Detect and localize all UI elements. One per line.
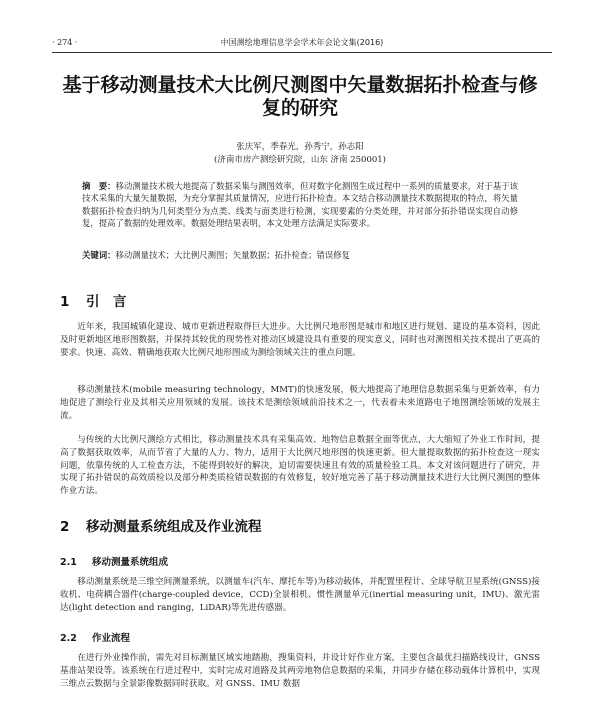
keywords-text: 移动测量技术；大比例尺测图；矢量数据；拓扑检查；错误修复 [115, 250, 350, 260]
abstract [82, 180, 518, 229]
running-header [52, 36, 552, 50]
paragraph: 与传统的大比例尺测绘方式相比，移动测量技术具有采集高效、地物信息数据全面等优点，大大缩短了外业工作时间，提高了数据获取效率，从而节省了大量的人力、物力，适用于大比例尺地形图的快速更新。但大量提取数据的拓扑检查这一现实问题，依靠传统的人工检查方法，不能得到较好的解决，迫切需要快速且有效的质量检验工具。本文对该问题进行了研究，并实现了拓扑错误的高效质检以及部分种类质检错误数据的有效修复，较好地完善了基于移动测量技术进行大比例尺测图的整体作业方法。 [60, 435, 540, 497]
affiliation: (济南市房产测绘研究院，山东 济南 250001) [214, 155, 386, 165]
header-rule [52, 52, 552, 53]
subsection-number: 2.2 [60, 633, 77, 644]
section-title: 移动测量系统组成及作业流程 [86, 519, 262, 535]
subsection-title: 作业流程 [92, 633, 131, 644]
paragraph: 在进行外业操作前，需先对目标测量区域实地踏勘，搜集资料，并设计好作业方案，主要包含最优扫描路线设计，GNSS基准站架设等。该系统在行进过程中，实时完成对道路及其两旁地物信息数据的采集，并同步存储在移动载体计算机中，实现三维点云数据与全景影像数据同时获取。对 GNSS、IMU 数据 [60, 653, 540, 689]
paragraph: 移动测量系统是三维空间测量系统，以测量车(汽车、摩托车等)为移动载体，并配置里程计、全球导航卫星系统(GNSS)接收机、电荷耦合器件(charge-coupled device，CCD)全景相机、惯性测量单元(inertial measuring unit，IMU)、激光雷达(light detection and ranging，LiDAR)等先进传感器。 [60, 577, 540, 613]
page-number: · 274 · [52, 38, 78, 47]
subsection-title: 移动测量系统组成 [92, 557, 169, 568]
section-number: 1 [60, 294, 70, 310]
abstract-label: 摘 要： [82, 181, 116, 191]
subsection-heading [60, 632, 540, 646]
abstract-text: 移动测量技术极大地提高了数据采集与测图效率，但对数字化测图生成过程中一系列的质量要求，对于基于该技术采集的大量矢量数据，为充分掌握其质量情况，应进行拓扑检查。本文结合移动测量技术数据提取的特点，将矢量数据拓扑检查归纳为几何类型分为点类、线类与面类进行检测，实现要素的分类处理，并对部分拓扑错误实现自动修复，提高了数据的处理效率。数据处理结果表明，本文处理方法满足实际要求。 [82, 181, 519, 228]
keywords-label: 关键词： [82, 250, 116, 260]
section-heading [60, 518, 540, 536]
keywords [82, 249, 518, 261]
journal-title: 中国测绘地理信息学会学术年会论文集(2016) [220, 38, 384, 47]
section-title: 引 言 [86, 294, 127, 310]
subsection-number: 2.1 [60, 557, 77, 568]
section-number: 2 [60, 519, 70, 535]
section-heading [60, 293, 540, 311]
paragraph: 近年来，我国城镇化建设、城市更新进程取得巨大进步。大比例尺地形图是城市和地区进行规划、建设的基本资料，因此及时更新地区地形图数据，并保持其较优的现势性对推动区域建设具有重要的现实意义，同时也对测图相关技术提出了更高的要求。快速、高效、精确地获取大比例尺地形图成为测绘领域关注的重点问题。 [60, 322, 540, 358]
subsection-heading [60, 556, 540, 570]
authors: 张庆军，季春光，孙秀宁，孙志阳 [236, 142, 364, 152]
paper-title: 基于移动测量技术大比例尺测图中矢量数据拓扑检查与修复的研究 [62, 74, 538, 119]
paragraph: 移动测量技术(mobile measuring technology，MMT)的快速发展，极大地提高了地理信息数据采集与更新效率，有力地促进了测绘行业及其相关应用领域的发展。该技术是测绘领域前沿技术之一，代表着未来道路电子地图测绘领域的发展主流。 [60, 385, 540, 421]
